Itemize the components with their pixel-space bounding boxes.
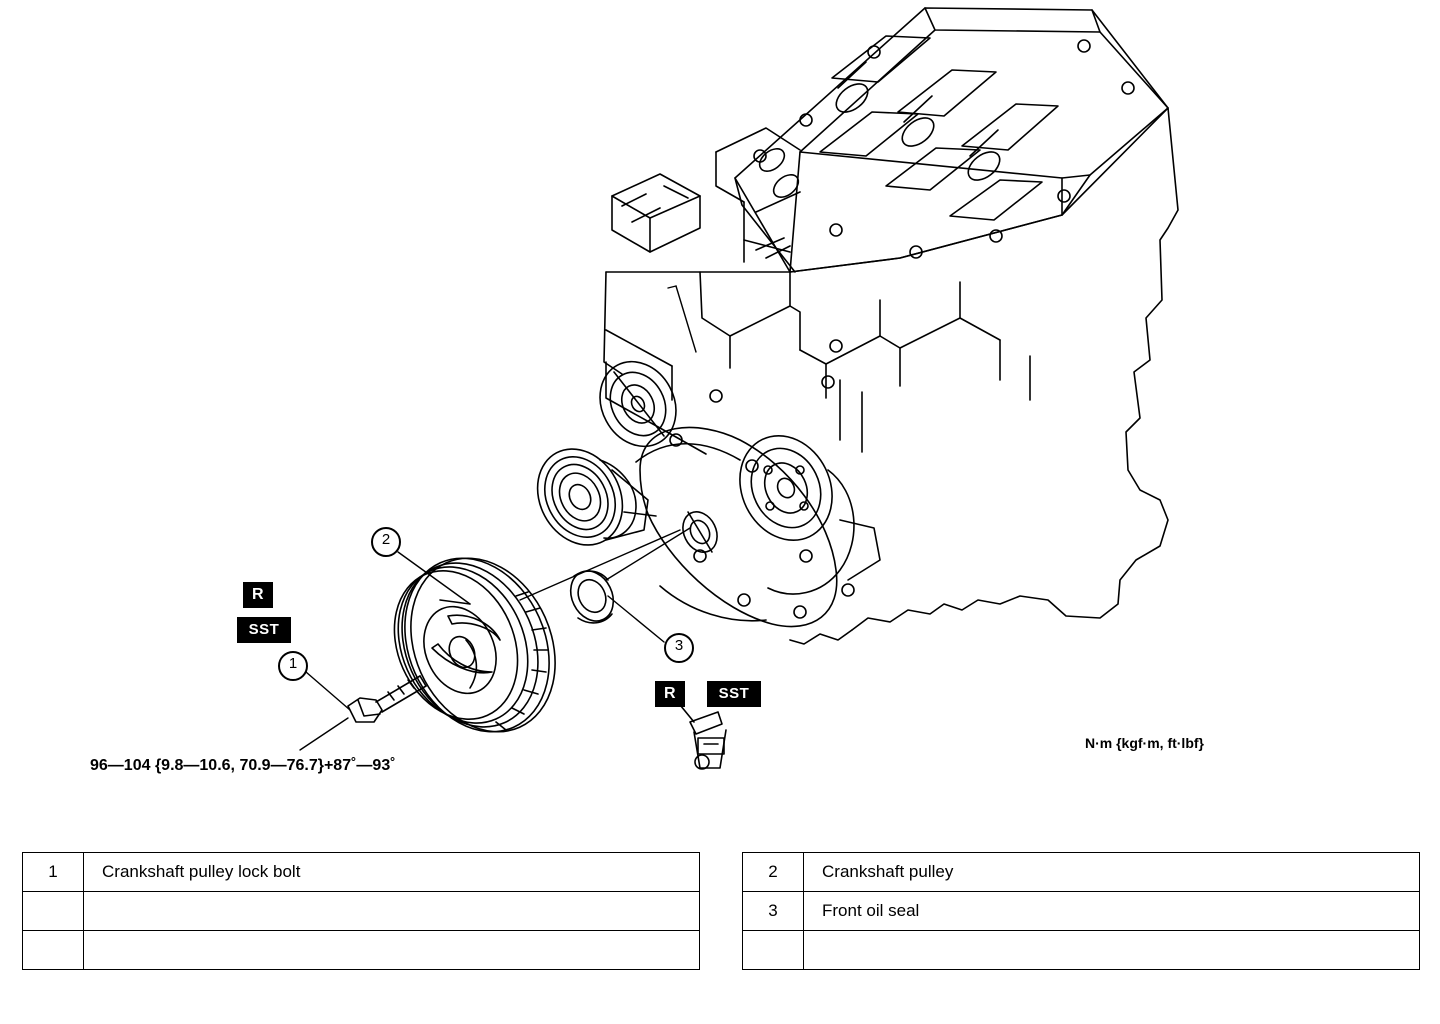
table-row [23, 892, 700, 931]
part-label: Crankshaft pulley [804, 853, 1420, 892]
table-row [23, 853, 700, 892]
callout-balloon-3: 3 [664, 633, 694, 663]
part-label: Crankshaft pulley lock bolt [84, 853, 700, 892]
replace-tag-upper: R [243, 582, 273, 608]
front-oil-seal [563, 564, 622, 628]
crankshaft-pulley [372, 535, 582, 755]
tensioner-pulley [521, 434, 656, 560]
part-label [84, 931, 700, 970]
callout-balloon-1: 1 [278, 651, 308, 681]
part-number [23, 892, 84, 931]
replace-tag-lower: R [655, 681, 685, 707]
cylinder-head-cover [612, 8, 1168, 272]
part-label: Front oil seal [804, 892, 1420, 931]
leader-lines [300, 286, 696, 750]
callout-balloon-2: 2 [371, 527, 401, 557]
sst-tag-lower: SST [707, 681, 761, 707]
water-pump-pulley [723, 420, 880, 594]
part-number: 1 [23, 853, 84, 892]
sst-tag-upper: SST [237, 617, 291, 643]
torque-specification: 96—104 {9.8—10.6, 70.9—76.7}+87˚—93˚ [90, 757, 396, 774]
part-number: 2 [743, 853, 804, 892]
timing-cover [636, 428, 837, 627]
parts-table-right [742, 852, 1420, 970]
part-number [23, 931, 84, 970]
part-number [743, 931, 804, 970]
table-row [743, 853, 1420, 892]
idler-pulley-upper [586, 348, 691, 460]
sst-tool-icon [676, 700, 726, 769]
part-number: 3 [743, 892, 804, 931]
parts-table-left [22, 852, 700, 970]
part-label [84, 892, 700, 931]
torque-unit-note: N·m {kgf·m, ft·lbf} [1085, 735, 1204, 751]
part-label [804, 931, 1420, 970]
cylinder-block [604, 108, 1178, 644]
table-row [743, 931, 1420, 970]
table-row [743, 892, 1420, 931]
table-row [23, 931, 700, 970]
